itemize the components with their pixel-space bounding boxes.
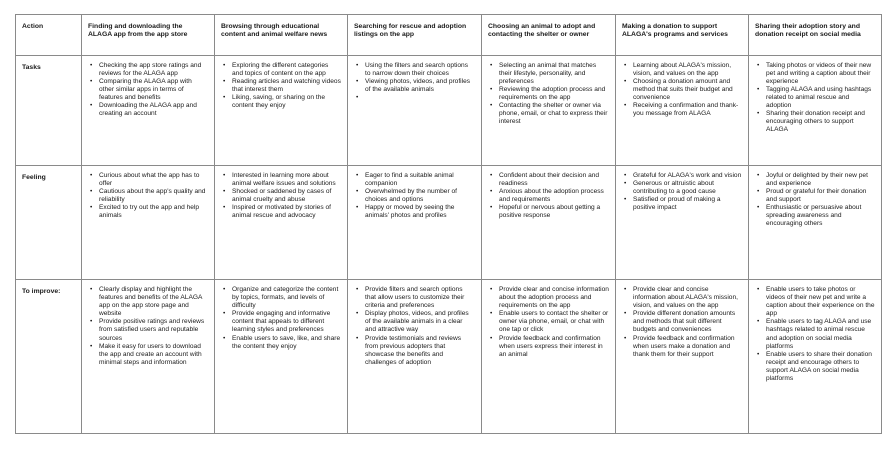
row-label-feeling: Feeling — [16, 165, 82, 280]
bullet-list — [622, 172, 742, 212]
cell-feeling-share — [749, 165, 882, 280]
list-item: • Overwhelmed by the number of choices and options — [365, 188, 475, 204]
cell-improve-browse — [215, 280, 348, 434]
bullet-list — [488, 172, 609, 220]
bullet-list — [354, 172, 475, 220]
list-item: • Clearly display and highlight the features and benefits of the ALAGA app on the app store page and website — [99, 286, 208, 318]
list-item: • Cautious about the app's quality and reliability — [99, 188, 208, 204]
list-item: • Enthusiastic or persuasive about spreading awareness and encouraging others — [766, 204, 875, 228]
cell-improve-adopt — [482, 280, 616, 434]
row-label-to-improve: To improve: — [16, 280, 82, 434]
list-item: • Happy or moved by seeing the animals' photos and profiles — [365, 204, 475, 220]
header-stage-browse: Browsing through educational content and animal welfare news — [215, 15, 348, 56]
list-item: • Reading articles and watching videos that interest them — [232, 78, 341, 94]
list-item: • Grateful for ALAGA's work and vision — [633, 172, 742, 180]
list-item: • Generous or altruistic about contributing to a good cause — [633, 180, 742, 196]
list-item: • Exploring the different categories and topics of content on the app — [232, 62, 341, 78]
list-item: • Learning about ALAGA's mission, vision, and values on the app — [633, 62, 742, 78]
list-item: • Provide testimonials and reviews from previous adopters that showcase the benefits and challenges of adoption — [365, 335, 475, 367]
list-item: • Provide clear and concise information about the adoption process and requirements on the app — [499, 286, 609, 310]
list-item: • Contacting the shelter or owner via phone, email, or chat to express their interest — [499, 102, 609, 126]
list-item: • Provide filters and search options that allow users to customize their criteria and preferences — [365, 286, 475, 310]
list-item: • Provide positive ratings and reviews from satisfied users and reputable sources — [99, 318, 208, 342]
list-item: • Tagging ALAGA and using hashtags related to animal rescue and adoption — [766, 86, 875, 110]
row-label-tasks: Tasks — [16, 56, 82, 166]
list-item: • Checking the app store ratings and reviews for the ALAGA app — [99, 62, 208, 78]
bullet-list — [755, 62, 875, 134]
cell-feeling-search — [348, 165, 482, 280]
header-stage-adopt: Choosing an animal to adopt and contacting the shelter or owner — [482, 15, 616, 56]
list-item: • Organize and categorize the content by topics, formats, and levels of difficulty — [232, 286, 341, 310]
list-item: • Provide feedback and confirmation when users express their interest in an animal — [499, 335, 609, 359]
cell-tasks-adopt — [482, 56, 616, 166]
row-feeling — [16, 165, 882, 280]
list-item: • Inspired or motivated by stories of animal rescue and advocacy — [232, 204, 341, 220]
list-item: • Comparing the ALAGA app with other similar apps in terms of features and benefits — [99, 78, 208, 102]
cell-improve-share — [749, 280, 882, 434]
bullet-list — [755, 172, 875, 228]
list-item: • Proud or grateful for their donation and support — [766, 188, 875, 204]
list-item: • Eager to find a suitable animal companion — [365, 172, 475, 188]
list-item: • Enable users to save, like, and share the content they enjoy — [232, 335, 341, 351]
list-item: • Hopeful or nervous about getting a positive response — [499, 204, 609, 220]
cell-improve-search — [348, 280, 482, 434]
header-stage-donate: Making a donation to support ALAGA's programs and services — [616, 15, 749, 56]
list-item: • Anxious about the adoption process and requirements — [499, 188, 609, 204]
cell-feeling-adopt — [482, 165, 616, 280]
cell-improve-download — [82, 280, 215, 434]
list-item: • Interested in learning more about animal welfare issues and solutions — [232, 172, 341, 188]
bullet-list — [622, 62, 742, 118]
bullet-list — [221, 286, 341, 350]
list-item: • Provide engaging and informative content that appeals to different learning styles and preferences — [232, 310, 341, 334]
cell-feeling-donate — [616, 165, 749, 280]
list-item: • Enable users to take photos or videos of their new pet and write a caption about their experience on the app — [766, 286, 875, 318]
list-item: • Receiving a confirmation and thank-you message from ALAGA — [633, 102, 742, 118]
header-row — [16, 15, 882, 56]
list-item: • Taking photos or videos of their new pet and writing a caption about their experience — [766, 62, 875, 86]
list-item: • Enable users to share their donation receipt and encourage others to support ALAGA on social media platforms — [766, 351, 875, 383]
list-item: • Curious about what the app has to offer — [99, 172, 208, 188]
list-item: • Make it easy for users to download the app and create an account with minimal steps and information — [99, 343, 208, 367]
list-item: • Excited to try out the app and help animals — [99, 204, 208, 220]
header-stage-search: Searching for rescue and adoption listings on the app — [348, 15, 482, 56]
bullet-list — [88, 286, 208, 366]
list-item: • Shocked or saddened by cases of animal cruelty and abuse — [232, 188, 341, 204]
cell-tasks-donate — [616, 56, 749, 166]
bullet-list — [488, 286, 609, 358]
cell-tasks-share — [749, 56, 882, 166]
cell-tasks-search — [348, 56, 482, 166]
list-item: • Choosing a donation amount and method that suits their budget and convenience — [633, 78, 742, 102]
journey-map-table — [15, 14, 882, 434]
list-item: • Liking, saving, or sharing on the content they enjoy — [232, 94, 341, 110]
list-item: • Downloading the ALAGA app and creating an account — [99, 102, 208, 118]
cell-tasks-browse — [215, 56, 348, 166]
list-item: • Sharing their donation receipt and encouraging others to support ALAGA — [766, 110, 875, 134]
list-item: • Enable users to tag ALAGA and use hashtags related to animal rescue and adoption on social media platforms — [766, 318, 875, 350]
list-item: • Display photos, videos, and profiles of the available animals in a clear and attractive way — [365, 310, 475, 334]
row-tasks — [16, 56, 882, 166]
cell-feeling-download — [82, 165, 215, 280]
bullet-list — [88, 62, 208, 118]
list-item: • Confident about their decision and readiness — [499, 172, 609, 188]
list-item: • Joyful or delighted by their new pet and experience — [766, 172, 875, 188]
list-item: • Provide different donation amounts and methods that suit different budgets and conveniences — [633, 310, 742, 334]
list-item: • Satisfied or proud of making a positive impact — [633, 196, 742, 212]
list-item: • Selecting an animal that matches their lifestyle, personality, and preferences — [499, 62, 609, 86]
cell-tasks-download — [82, 56, 215, 166]
row-to-improve — [16, 280, 882, 434]
header-stage-share: Sharing their adoption story and donation receipt on social media — [749, 15, 882, 56]
header-action: Action — [16, 15, 82, 56]
bullet-list — [221, 62, 341, 110]
bullet-list — [755, 286, 875, 382]
cell-improve-donate — [616, 280, 749, 434]
bullet-list — [622, 286, 742, 358]
list-item: • Provide feedback and confirmation when users make a donation and thank them for their support — [633, 335, 742, 359]
bullet-list — [354, 286, 475, 366]
list-item: • Viewing photos, videos, and profiles of the available animals — [365, 78, 475, 94]
bullet-list — [488, 62, 609, 126]
list-item: • Provide clear and concise information about ALAGA's mission, vision, and values on the app — [633, 286, 742, 310]
list-item: • Enable users to contact the shelter or owner via phone, email, or chat with one tap or click — [499, 310, 609, 334]
cell-feeling-browse — [215, 165, 348, 280]
bullet-list — [354, 62, 475, 94]
list-item: • Using the filters and search options to narrow down their choices — [365, 62, 475, 78]
bullet-list — [88, 172, 208, 220]
header-stage-download: Finding and downloading the ALAGA app from the app store — [82, 15, 215, 56]
list-item: • Reviewing the adoption process and requirements on the app — [499, 86, 609, 102]
bullet-list — [221, 172, 341, 220]
